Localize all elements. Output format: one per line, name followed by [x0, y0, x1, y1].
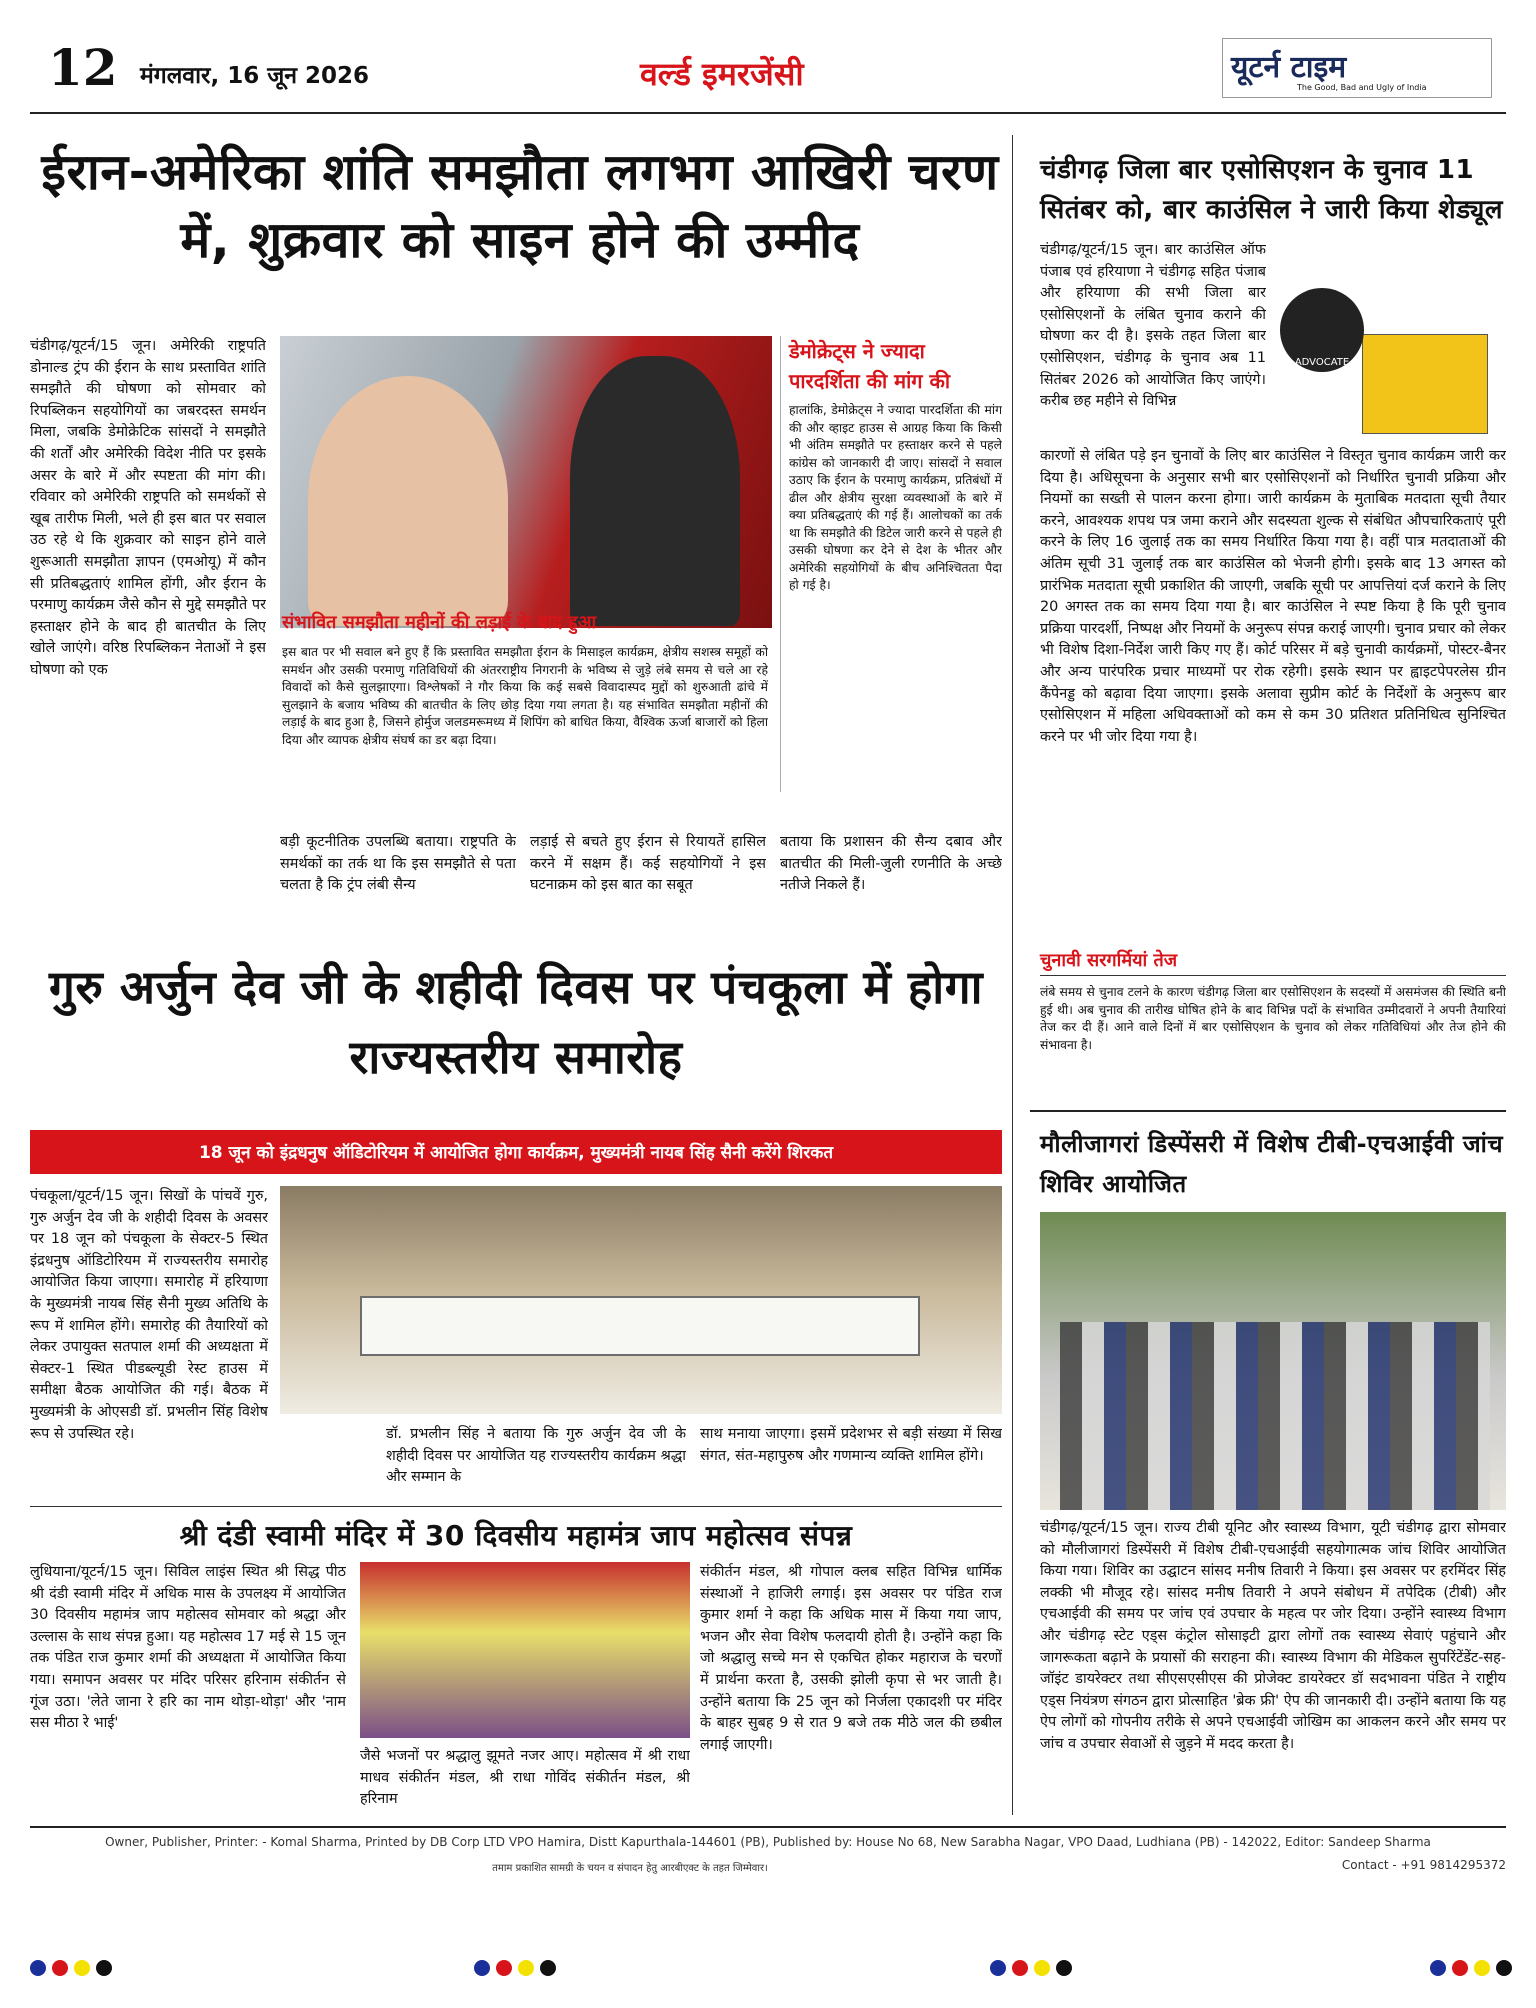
bar-subhead: चुनावी सरगर्मियां तेज	[1040, 950, 1178, 971]
bar-subbody: लंबे समय से चुनाव टलने के कारण चंडीगढ़ जिला बार एसोसिएशन के सदस्यों में असमंजस की स्थिति बनी हुई थी। अब चुनाव की तारीख घोषित होने के बाद विभिन्न पदों के संभावित उम्मीदवारों ने अपनी तैयारियां तेज कर दी हैं। आने वाले दिनों में बार एसोसिएशन के चुनाव को लेकर गतिविधियां और तेज होने की संभावना है।	[1040, 985, 1506, 1052]
dandi-col2: जैसे भजनों पर श्रद्धालु झूमते नजर आए। महोत्सव में श्री राधा माधव संकीर्तन मंडल, श्री राधा गोविंद संकीर्तन मंडल, श्री हरिनाम	[360, 1748, 690, 1808]
footer-rule	[30, 1826, 1506, 1828]
lead-photo-caption-head: संभावित समझौता महीनों की लड़ाई के बाद हुआ	[282, 612, 597, 633]
ballot-box-illustration	[1276, 244, 1506, 440]
reg-dot-black	[1056, 1960, 1072, 1976]
lead-col4: बताया कि प्रशासन की सैन्य दबाव और बातचीत की मिली-जुली रणनीति के अच्छे नतीजे निकले हैं।	[780, 834, 1002, 894]
reg-dot-yellow	[518, 1960, 534, 1976]
dandi-col3: संकीर्तन मंडल, श्री गोपाल क्लब सहित विभिन्न धार्मिक संस्थाओं ने हाजिरी लगाई। इस अवसर पर पंडित राज कुमार शर्मा ने कहा कि अधिक मास में किया गया जाप, भजन और सेवा विशेष फलदायी होती है। उन्होंने कहा कि जो श्रद्धालु सच्चे मन से एकचित होकर महाराज के चरणों में प्रार्थना करता है, उसकी झोली कृपा से भर जाती है। उन्होंने बताया कि 25 जून को निर्जला एकादशी पर मंदिर के बाहर सुबह 9 से रात 9 बजे तक मीठे जल की छबील लगाई जाएगी।	[700, 1564, 1002, 1753]
person-right-photo	[570, 356, 740, 626]
brand-logo	[1222, 38, 1492, 98]
reg-dot-blue	[474, 1960, 490, 1976]
lead-col2: बड़ी कूटनीतिक उपलब्धि बताया। राष्ट्रपति के समर्थकों का तर्क था कि इस समझौते से पता चलता है कि ट्रंप लंबी सैन्य	[280, 834, 516, 894]
lead-side-headline: डेमोक्रेट्स ने ज्यादा पारदर्शिता की मांग की	[789, 339, 951, 393]
tb-body: चंडीगढ़/यूटर्न/15 जून। राज्य टीबी यूनिट और स्वास्थ्य विभाग, यूटी चंडीगढ़ द्वारा सोमवार को मौलीजागरां डिस्पेंसरी में विशेष टीबी-एचआईवी सहयोगात्मक जांच शिविर आयोजित किया गया। शिविर का उद्घाटन सांसद मनीष तिवारी ने किया। इस अवसर पर हरमिंदर सिंह लक्की भी मौजूद रहे। सांसद मनीष तिवारी ने अपने संबोधन में तपेदिक (टीबी) और एचआईवी की समय पर जांच एवं उपचार के महत्व पर जोर दिया। उन्होंने स्वास्थ्य विभाग और चंडीगढ़ स्टेट एड्स कंट्रोल सोसाइटी द्वारा लोगों तक स्वास्थ्य सेवाएं पहुंचाने और जागरूकता बढ़ाने के प्रयासों की सराहना की। स्वास्थ्य विभाग की मेडिकल सुपरिंटेंडेंट-सह-जॉइंट डायरेक्टर तथा सीएसएसीएस की प्रोजेक्ट डायरेक्टर डॉ सदभावना पंडित ने राष्ट्रीय एड्स नियंत्रण संगठन द्वारा प्रोत्साहित 'ब्रेक फ्री' ऐप की जानकारी दी। उन्होंने बताया कि यह ऐप लोगों को गोपनीय तरीके से अपने एचआईवी जोखिम का आकलन करने और समय पर जांच व उपचार सेवाओं से जुड़ने में मदद करता है।	[1040, 1520, 1506, 1752]
reg-dot-black	[96, 1960, 112, 1976]
reg-dot-red	[1012, 1960, 1028, 1976]
reg-dot-red	[1452, 1960, 1468, 1976]
guru-col2: डॉ. प्रभलीन सिंह ने बताया कि गुरु अर्जुन देव जी के शहीदी दिवस पर आयोजित यह राज्यस्तरीय कार्यक्रम श्रद्धा और सम्मान के	[386, 1426, 686, 1486]
masthead	[0, 0, 1536, 118]
bar-headline: चंडीगढ़ जिला बार एसोसिएशन के चुनाव 11 सितंबर को, बार काउंसिल ने जारी किया शेड्यूल	[1040, 155, 1504, 225]
guru-meeting-photo	[280, 1186, 1002, 1414]
person-left-photo	[308, 376, 508, 626]
bar-sub-rule	[1040, 975, 1506, 976]
reg-dot-black	[1496, 1960, 1512, 1976]
advocate-badge	[1280, 288, 1364, 372]
advocate-badge-text: ADVOCATE	[1294, 357, 1350, 368]
ballot-box	[1362, 334, 1488, 434]
tb-people-group	[1060, 1322, 1490, 1510]
registration-dots-right	[990, 1960, 1072, 1976]
guru-strap-text: 18 जून को इंद्रधनुष ऑडिटोरियम में आयोजित होगा कार्यक्रम, मुख्यमंत्री नायब सिंह सैनी करेंगे शिरकत	[198, 1143, 834, 1163]
reg-dot-red	[52, 1960, 68, 1976]
guru-col1: पंचकूला/यूटर्न/15 जून। सिखों के पांचवें गुरु, गुरु अर्जुन देव जी के शहीदी दिवस के अवसर पर 18 जून को पंचकूला के सेक्टर-5 स्थित इंद्रधनुष ऑडिटोरियम में राज्यस्तरीय समारोह आयोजित किया जाएगा। समारोह में हरियाणा के मुख्यमंत्री नायब सिंह सैनी मुख्य अतिथि के रूप में शामिल होंगे। समारोह की तैयारियों को लेकर उपायुक्त सतपाल शर्मा की अध्यक्षता में सेक्टर-1 स्थित पीडब्ल्यूडी रेस्ट हाउस में समीक्षा बैठक आयोजित की गई। बैठक में मुख्यमंत्री के ओएसडी डॉ. प्रभलीन सिंह विशेष रूप से उपस्थित रहे।	[30, 1188, 268, 1442]
guru-headline: गुरु अर्जुन देव जी के शहीदी दिवस पर पंचकूला में होगा राज्यस्तरीय समारोह	[48, 960, 984, 1084]
registration-dots-center	[474, 1960, 556, 1976]
lead-col3: लड़ाई से बचते हुए ईरान से रियायतें हासिल करने में सक्षम हैं। कई सहयोगियों ने इस घटनाक्रम को इस बात का सबूत	[530, 834, 766, 894]
page-number: 12	[48, 38, 118, 97]
reg-dot-blue	[990, 1960, 1006, 1976]
guru-end-rule	[30, 1506, 1002, 1507]
lead-side-box	[780, 336, 1002, 792]
footer-imprint: Owner, Publisher, Printer: - Komal Sharma, Printed by DB Corp LTD VPO Hamira, Distt Kapurthala-144601 (PB), Published by: House No 68, New Sarabha Nagar, VPO Daad, Ludhiana (PB) - 142022, Editor: Sandeep Sharma	[105, 1835, 1431, 1849]
registration-dots-far-right	[1430, 1960, 1512, 1976]
bar-end-rule	[1030, 1110, 1506, 1112]
masthead-rule	[30, 112, 1506, 114]
lead-photo-caption: इस बात पर भी सवाल बने हुए हैं कि प्रस्तावित समझौता ईरान के मिसाइल कार्यक्रम, क्षेत्रीय सशस्त्र समूहों को समर्थन और उसकी परमाणु गतिविधियों की अंतरराष्ट्रीय निगरानी के भविष्य से जुड़े लंबे समय से चले आ रहे विवादों को कैसे सुलझाएगा। विश्लेषकों ने गौर किया कि कई सबसे विवादास्पद मुद्दों को शुरुआती ढांचे में सुलझाने के बजाय भविष्य की बातचीत के लिए छोड़ दिया गया लगता है। यह संभावित समझौता महीनों की लड़ाई के बाद हुआ है, जिसने होर्मुज जलडमरूमध्य में शिपिंग को बाधित किया, वैश्विक ऊर्जा बाजारों को हिला दिया और व्यापक क्षेत्रीय संघर्ष का डर बढ़ा दिया।	[282, 645, 768, 747]
bar-intro: चंडीगढ़/यूटर्न/15 जून। बार काउंसिल ऑफ पंजाब एवं हरियाणा ने चंडीगढ़ सहित पंजाब और हरियाणा की सभी जिला बार एसोसिएशनों के लंबित चुनाव कराने की घोषणा कर दी है। इसके तहत जिला बार एसोसिएशन, चंडीगढ़ के चुनाव अब 11 सितंबर 2026 को आयोजित किए जाएंगे। करीब छह महीने से विभिन्न	[1040, 242, 1266, 410]
footer-disclaimer: तमाम प्रकाशित सामग्री के चयन व संपादन हेतु आरबीएक्ट के तहत जिम्मेवार।	[492, 1863, 768, 1874]
reg-dot-black	[540, 1960, 556, 1976]
reg-dot-yellow	[1034, 1960, 1050, 1976]
lead-photo	[280, 336, 772, 628]
tb-photo	[1040, 1212, 1506, 1510]
reg-dot-blue	[1430, 1960, 1446, 1976]
meeting-table	[360, 1296, 920, 1356]
issue-date: मंगलवार, 16 जून 2026	[140, 63, 370, 89]
section-title: वर्ल्ड इमरजेंसी	[640, 55, 804, 93]
dandi-photo	[360, 1562, 690, 1738]
tb-headline: मौलीजागरां डिस्पेंसरी में विशेष टीबी-एचआईवी जांच शिविर आयोजित	[1040, 1130, 1504, 1198]
dandi-col1: लुधियाना/यूटर्न/15 जून। सिविल लाइंस स्थित श्री सिद्ध पीठ श्री दंडी स्वामी मंदिर में अधिक मास के उपलक्ष्य में आयोजित 30 दिवसीय महामंत्र जाप महोत्सव सोमवार को श्रद्धा और उल्लास के साथ संपन्न हुआ। यह महोत्सव 17 मई से 15 जून तक पंडित राज कुमार शर्मा की अध्यक्षता में आयोजित किया गया। समापन अवसर पर मंदिर परिसर हरिनाम संकीर्तन से गूंज उठा। 'लेते जाना रे हरि का नाम थोड़ा-थोड़ा' और 'नाम सस मीठा रे भाई'	[30, 1564, 346, 1732]
dandi-headline: श्री दंडी स्वामी मंदिर में 30 दिवसीय महामंत्र जाप महोत्सव संपन्न	[179, 1519, 853, 1552]
reg-dot-yellow	[1474, 1960, 1490, 1976]
reg-dot-blue	[30, 1960, 46, 1976]
reg-dot-red	[496, 1960, 512, 1976]
footer-contact: Contact - +91 9814295372	[1341, 1858, 1506, 1872]
lead-headline: ईरान-अमेरिका शांति समझौता लगभग आखिरी चरण में, शुक्रवार को साइन होने की उम्मीद	[41, 143, 999, 269]
guru-strap	[30, 1130, 1002, 1174]
lead-side-body: हालांकि, डेमोक्रेट्स ने ज्यादा पारदर्शिता की मांग की और व्हाइट हाउस से आग्रह किया कि किसी भी अंतिम समझौते पर हस्ताक्षर करने से पहले कांग्रेस को जानकारी दी जाए। सांसदों ने सवाल उठाए कि ईरान के परमाणु कार्यक्रम, प्रतिबंधों में ढील और क्षेत्रीय सुरक्षा व्यवस्थाओं के बारे में क्या प्रतिबद्धताएं की गई हैं। आलोचकों का तर्क था कि समझौते की डिटेल जारी करने से पहले ही उसकी घोषणा कर देने से देश के भीतर और अमेरिकी सहयोगियों के बीच अनिश्चितता पैदा हो गई है।	[789, 403, 1002, 592]
guru-col3: साथ मनाया जाएगा। इसमें प्रदेशभर से बड़ी संख्या में सिख संगत, संत-महापुरुष और गणमान्य व्यक्ति शामिल होंगे।	[700, 1426, 1002, 1464]
registration-dots-left	[30, 1960, 112, 1976]
brand-tagline: The Good, Bad and Ugly of India	[1297, 83, 1427, 92]
column-divider	[1012, 135, 1013, 1815]
bar-body: कारणों से लंबित पड़े इन चुनावों के लिए बार काउंसिल ने विस्तृत चुनाव कार्यक्रम जारी कर दिया है। अधिसूचना के अनुसार सभी बार एसोसिएशनों को निर्धारित चुनावी प्रक्रिया और नियमों का सख्ती से पालन करना होगा। जारी कार्यक्रम के मुताबिक मतदाता सूची तैयार करने, आवश्यक शपथ पत्र जमा कराने और सदस्यता शुल्क से संबंधित औपचारिकताएं पूरी करने के लिए 16 जुलाई तक का समय निर्धारित किया गया है। वहीं पात्र मतदाताओं की अंतिम सूची 31 जुलाई तक बार काउंसिल को भेजनी होगी। इसके बाद 13 अगस्त को प्रारंभिक मतदाता सूची प्रकाशित की जाएगी, जबकि सूची पर आपत्तियां दर्ज कराने के लिए 20 अगस्त तक का समय दिया गया है। बार काउंसिल ने स्पष्ट किया है कि पूरी चुनाव प्रक्रिया पारदर्शी, निष्पक्ष और नियमों के अनुरूप संपन्न कराई जाएगी। चुनाव प्रचार को लेकर भी विशेष दिशा-निर्देश जारी किए गए हैं। कोर्ट परिसर में बड़े चुनावी कार्यक्रमों, पोस्टर-बैनर और अन्य पारंपरिक प्रचार माध्यमों पर रोक रहेगी। इसके स्थान पर ह्वाइटपेपरलेस ग्रीन कैंपेनड्ड को बढ़ावा दिया जाएगा। इसके अलावा सुप्रीम कोर्ट के निर्देशों के अनुरूप बार एसोसिएशन में महिला अधिवक्ताओं को कम से कम 30 प्रतिशत प्रतिनिधित्व सुनिश्चित करने पर भी जोर दिया गया है।	[1040, 448, 1506, 745]
reg-dot-yellow	[74, 1960, 90, 1976]
brand-logo-text: यूटर्न टाइम	[1231, 50, 1347, 85]
lead-col1: चंडीगढ़/यूटर्न/15 जून। अमेरिकी राष्ट्रपति डोनाल्ड ट्रंप की ईरान के साथ प्रस्तावित शांति समझौते की घोषणा को सोमवार को रिपब्लिकन सहयोगियों का जबरदस्त समर्थन मिला, जबकि डेमोक्रेटिक सांसदों ने समझौते की शर्तों और अमेरिकी विदेश नीति पर इसके असर के बारे में और स्पष्टता की मांग की। रविवार को अमेरिकी राष्ट्रपति को समर्थकों से खूब तारीफ मिली, भले ही इस बात पर सवाल उठ रहे थे कि शुक्रवार को साइन होने वाले शुरूआती समझौता ज्ञापन (एमओयू) में कौन सी प्रतिबद्धताएं शामिल होंगी, और ईरान के परमाणु कार्यक्रम जैसे कौन से मुद्दे समझौते पर हस्ताक्षर होने के बाद ही बातचीत के लिए खोले जाएंगे। वरिष्ठ रिपब्लिकन नेताओं ने इस घोषणा को एक	[30, 338, 266, 678]
